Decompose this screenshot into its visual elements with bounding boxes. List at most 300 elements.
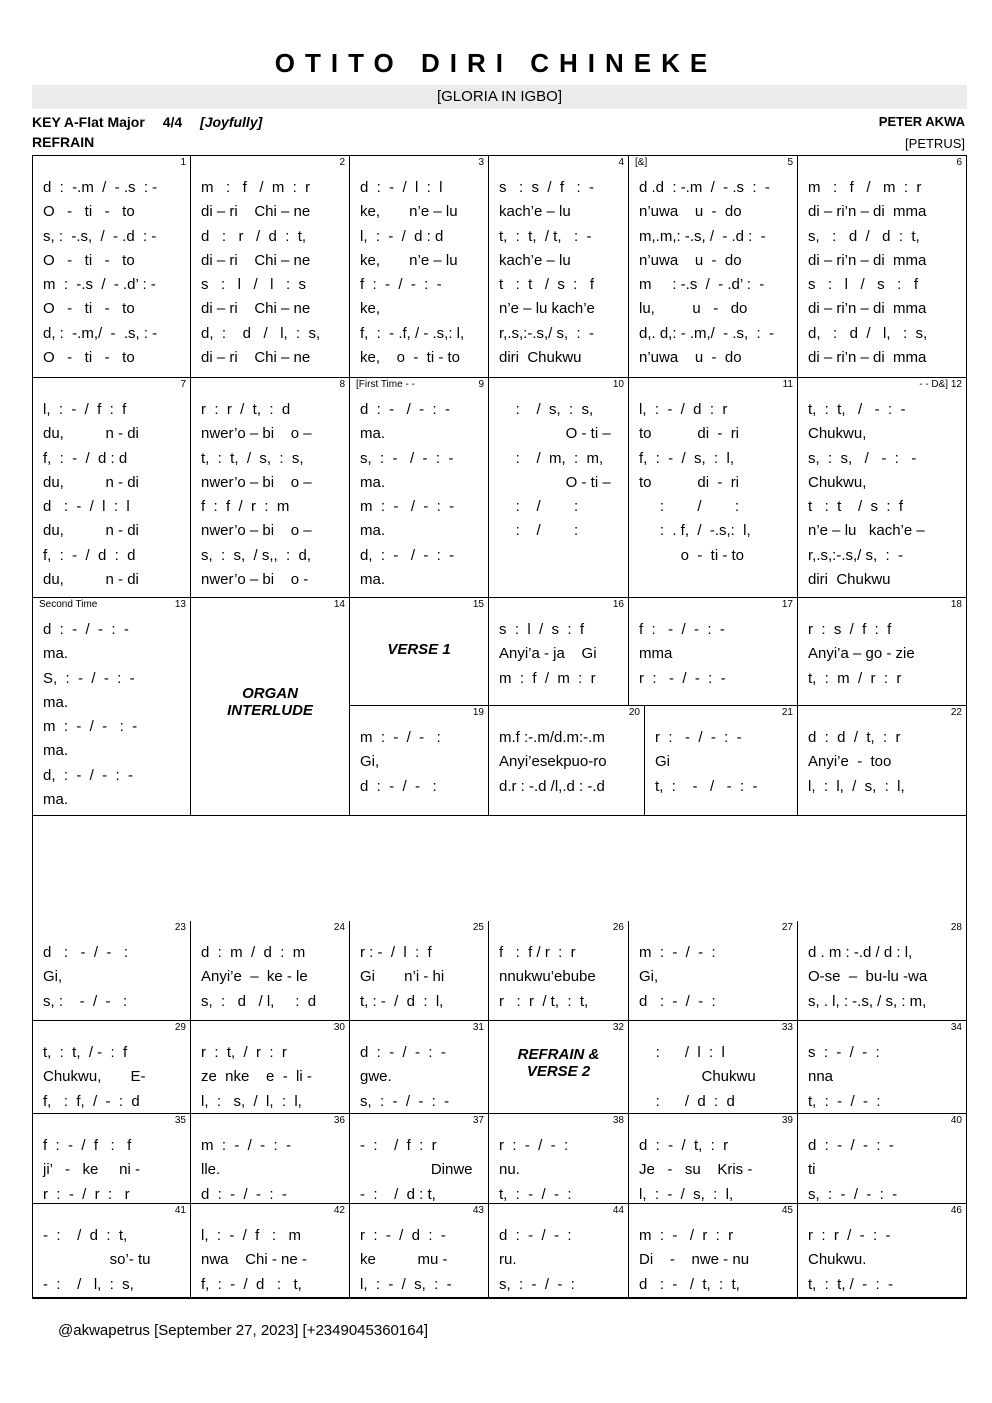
notation-line: - : / f : r [360,1137,437,1154]
notation-line: O - ti - to [43,300,135,318]
measure-number: 26 [612,922,624,933]
notation-line: m : - / - : - [43,718,138,736]
notation-line: Chukwu, [808,473,867,491]
notation-line: f : - / f : f [43,1137,132,1154]
notation-line: m : f / m : r [499,669,596,687]
notation-line: di – ri’n – di mma [808,349,927,367]
measure-cell [350,706,489,816]
notation-line: n’e – lu kach’e – [808,522,925,540]
notation-lines [360,398,454,592]
measure-cell [629,378,798,598]
notation-lines [639,941,716,1014]
notation-line: t, : t, / s, : s, [201,449,304,467]
notation-line: Anyi’a - ja Gi [499,645,597,663]
notation-line: d : - / l : l [43,498,130,516]
notation-line: lu, u - do [639,300,748,318]
notation-line: so’- tu [43,1251,151,1269]
notation-line: d .d : -.m / - .s : - [639,179,770,196]
measure-cell [489,706,645,816]
notation-line: Gi [655,753,670,771]
notation-line: r : r / t, : d [201,401,291,418]
notation-lines [499,618,597,691]
measure-number: 25 [472,922,484,933]
notation-line: o - ti - to [639,546,745,564]
notation-line: lle. [201,1161,221,1179]
measure-cell [645,706,798,816]
notation-line: ji’ - ke ni - [43,1161,140,1179]
notation-line: r : - / - : - [639,669,726,687]
notation-line: t, : - / - : [808,1092,881,1110]
notation-line: d.r : -.d /l,.d : -.d [499,777,605,795]
section-label: REFRAIN [32,134,95,150]
notation-lines [808,1224,893,1297]
section-label: VERSE 1 [387,641,451,658]
measure-number: 11 [782,379,793,390]
notation-line: ke, [360,300,381,318]
notation-lines [201,176,320,370]
measure-tag: [&] [635,157,648,168]
measure-cell [489,1114,629,1204]
measure-number: 44 [612,1205,624,1216]
notation-line: d : - / - : - [808,1137,894,1154]
measure-number: 21 [781,707,793,718]
notation-line: : / : [499,522,579,540]
notation-line: t, : - / d : l, [360,992,444,1010]
notation-line: s, : - / - : [499,1275,575,1293]
measure-number: 27 [781,922,793,933]
notation-line: m : - / r : r [639,1227,734,1244]
notation-lines [639,1134,752,1204]
notation-lines [639,618,726,691]
measure-cell [629,1298,798,1299]
measure-cell [489,156,629,378]
composer: PETER AKWA [878,114,965,129]
measure-cell [798,1204,967,1298]
measure-cell [489,1298,629,1299]
notation-line: f : f / r : m [201,498,290,516]
notation-line: O - ti - to [43,203,135,221]
notation-line: l, : - / d : r [639,401,728,418]
notation-lines [808,1134,897,1204]
measure-number: 14 [333,599,345,610]
notation-line: d : - / - : - [43,621,129,638]
notation-lines [808,941,927,1014]
notation-line: nwer’o – bi o – [201,425,312,443]
notation-line: S, : - / - : - [43,669,135,687]
notation-line: ma. [43,693,69,711]
measure-number: 4 [618,157,624,168]
notation-line: f, : - / s, : l, [639,449,735,467]
measure-number: 39 [781,1115,793,1126]
notation-lines [201,941,316,1014]
measure-number: 28 [950,922,962,933]
notation-line: s : - / - : [808,1044,880,1061]
measure-number: 41 [174,1205,186,1216]
measure-cell [798,706,967,816]
notation-line: ke, o - ti - to [360,349,461,367]
notation-lines [201,1041,312,1114]
notation-line: l, : - / s, : - [360,1275,452,1293]
notation-lines [360,1224,452,1297]
notation-line: di – ri Chi – ne [201,300,311,318]
measure-number: 42 [333,1205,345,1216]
notation-lines [499,398,611,544]
notation-line: di – ri Chi – ne [201,251,311,269]
notation-lines [43,1134,140,1204]
notation-lines [360,176,464,370]
notation-line: t, : t, / t, : - [499,227,592,245]
notation-line: d : - / - : [360,777,437,795]
notation-line: f, : - / d : t, [201,1275,302,1293]
measure-number: 31 [472,1022,484,1033]
measure-cell [191,1298,350,1299]
notation-line: s, . l, : -.s, / s, : m, [808,992,927,1010]
notation-line: n’e – lu kach’e [499,300,595,318]
notation-line: nwa Chi - ne - [201,1251,307,1269]
measure-cell [191,598,350,816]
notation-line: mma [639,645,673,663]
notation-lines [639,1041,756,1114]
measure-cell [350,598,489,706]
measure-number: 43 [472,1205,484,1216]
notation-line: d, : d / l, : s, [201,324,321,342]
notation-line: Dinwe [360,1161,473,1179]
notation-line: n’uwa u - do [639,349,742,367]
notation-line: r : - / - : - [655,729,742,746]
notation-line: nnukwu’ebube [499,968,596,986]
notation-line: d, : - / - : - [43,766,134,784]
notation-line: f, : - / d : d [43,546,136,564]
measure-cell [191,1021,350,1114]
notation-line: l, : l, / s, : l, [808,777,905,795]
notation-line: d : d / t, : r [808,729,901,746]
measure-cell [629,921,798,1021]
measure-number: 46 [950,1205,962,1216]
section-label: ORGAN INTERLUDE [227,685,313,719]
notation-lines [808,398,925,592]
measure-cell [350,156,489,378]
notation-line: Gi, [360,753,380,771]
notation-line: ti [808,1161,816,1179]
notation-line: du, n - di [43,425,139,443]
measure-number: 30 [333,1022,345,1033]
notation-line: s, : d / d : t, [808,227,920,245]
notation-line: n’uwa u - do [639,251,742,269]
notation-line: s : l / l : s [201,276,307,294]
measure-number: 8 [339,379,345,390]
notation-line: : / : [639,498,740,516]
notation-line: Anyi’esekpuo-ro [499,753,607,771]
notation-lines [499,1224,575,1297]
notation-line: r : - / - : [499,1137,569,1154]
measure-number: 37 [472,1115,484,1126]
notation-line: ma. [360,473,386,491]
measure-cell [33,598,191,816]
measure-cell [350,1298,489,1299]
notation-line: l, : - / d : d [360,227,444,245]
notation-line: t, : - / - : - [655,777,758,795]
measure-number: 29 [174,1022,186,1033]
measure-cell [191,1114,350,1204]
measure-cell [798,598,967,706]
notation-line: Anyi’a – go - zie [808,645,915,663]
notation-line: ma. [360,522,386,540]
notation-lines [808,176,927,370]
notation-line: du, n - di [43,522,139,540]
notation-line: m : -.s / - .d’ : - [43,276,156,294]
notation-line: m,.m,: -.s, / - .d : - [639,227,766,245]
measure-number: 19 [472,707,484,718]
notation-line: Gi n’i - hi [360,968,445,986]
notation-line: Chukwu. [808,1251,867,1269]
notation-line: f : - / - : - [639,621,725,638]
notation-lines [201,1224,307,1297]
measure-cell [798,921,967,1021]
notation-line: d : - / - : - [201,1185,287,1203]
measure-cell [489,1204,629,1298]
notation-line: ma. [360,571,386,589]
notation-line: Anyi’e - too [808,753,892,771]
notation-line: t : t / s : f [808,498,904,516]
notation-line: d,. d,: - .m,/ - .s, : - [639,324,775,342]
measure-number: 22 [950,707,962,718]
notation-line: ma. [360,425,386,443]
measure-number: 40 [950,1115,962,1126]
measure-cell [350,378,489,598]
notation-line: m : - / - : [360,729,441,746]
notation-line: s, : - / - : - [360,449,454,467]
notation-line: s, : s, / s,, : d, [201,546,312,564]
measure-cell [350,1204,489,1298]
measure-cell [33,1298,191,1299]
notation-line: n’uwa u - do [639,203,742,221]
notation-line: t, : m / r : r [808,669,902,687]
mood: [Joyfully] [200,114,263,130]
notation-line: di – ri’n – di mma [808,300,927,318]
notation-line: : / d : d [639,1092,735,1110]
measure-tag: Second Time [39,599,98,610]
section-label: REFRAIN & VERSE 2 [517,1045,600,1080]
notation-line: - : / d : t, [360,1185,436,1203]
notation-lines [360,1134,473,1204]
measure-number: 10 [612,379,624,390]
notation-lines [808,618,915,691]
notation-line: gwe. [360,1068,392,1086]
notation-lines [639,1224,749,1297]
notation-line: f, : f, / - : d [43,1092,140,1110]
measure-cell [33,156,191,378]
notation-line: l, : - / s, : l, [639,1185,734,1203]
measure-cell [191,921,350,1021]
measure-number: 3 [478,157,484,168]
notation-line: l, : s, / l, : l, [201,1092,302,1110]
notation-line: nna [808,1068,834,1086]
notation-lines [360,1041,449,1114]
notation-line: d : - / t, : r [639,1137,729,1154]
measure-number: 24 [333,922,345,933]
notation-lines [639,176,774,370]
notation-line: f : - / - : - [360,276,442,294]
notation-line: d : m / d : m [201,944,306,961]
notation-line: r : - / d : - [360,1227,446,1244]
notation-line: f, : - .f, / - .s,: l, [360,324,465,342]
notation-line: r : t, / r : r [201,1044,287,1061]
measure-cell [33,1021,191,1114]
notation-line: d : -.m / - .s : - [43,179,158,196]
notation-lines [43,618,137,812]
measure-number: 17 [781,599,793,610]
notation-line: m : - / - : [639,944,716,961]
measure-cell [629,1114,798,1204]
notation-line: t, : t, / - : - [808,1275,894,1293]
notation-lines [499,176,595,370]
page-title: OTITO DIRI CHINEKE [274,48,718,78]
notation-line: O - ti - to [43,251,135,269]
score-grid [32,155,967,1299]
measure-cell [629,598,798,706]
measure-number: 34 [950,1022,962,1033]
notation-line: O - ti – [499,425,611,443]
notation-line: d : r / d : t, [201,227,307,245]
notation-line: to di - ri [639,425,740,443]
measure-tag: [First Time - - [356,379,415,390]
notation-line: m.f :-.m/d.m:-.m [499,729,605,746]
measure-number: 18 [950,599,962,610]
notation-line: s, : s, / - : - [808,449,917,467]
notation-line: ma. [43,791,69,809]
notation-lines [360,941,444,1014]
notation-line: r : r / - : - [808,1227,891,1244]
notation-line: O-se – bu-lu -wa [808,968,928,986]
measure-cell [191,156,350,378]
notation-lines [201,1134,291,1204]
measure-cell [191,378,350,598]
notation-line: ma. [43,742,69,760]
notation-line: r : - / l : f [360,944,432,961]
measure-number: - - D&] 12 [919,379,962,390]
notation-line: d : - / - : - [360,1044,446,1061]
notation-line: t, : t, / - : f [43,1044,128,1061]
notation-line: diri Chukwu [808,571,891,589]
measure-number: 13 [174,599,186,610]
subtitle: [GLORIA IN IGBO] [32,85,967,109]
notation-line: di – ri’n – di mma [808,251,927,269]
notation-line: O - ti - to [43,349,135,367]
notation-line: : . f, / -.s,: l, [639,522,751,540]
notation-line: ke, n’e – lu [360,203,458,221]
notation-line: du, n - di [43,571,139,589]
notation-lines [43,1224,151,1297]
notation-line: r,.s,:-.s,/ s, : - [499,324,595,342]
measure-cell [33,921,191,1021]
notation-line: diri Chukwu [499,349,582,367]
notation-line: r : r / t, : t, [499,992,589,1010]
measure-number: 20 [628,707,640,718]
notation-line: nwer’o – bi o – [201,522,312,540]
notation-line: d : - / l : l [360,179,443,196]
notation-line: r : s / f : f [808,621,892,638]
notation-line: t, : - / - : [499,1185,572,1203]
measure-number: 5 [787,157,793,168]
notation-line: ke, n’e – lu [360,251,458,269]
notation-lines [43,1041,146,1114]
notation-line: l, : - / f : m [201,1227,302,1244]
notation-lines [808,726,905,799]
notation-line: t, : t, / - : - [808,401,906,418]
notation-line: d, : d / l, : s, [808,324,928,342]
measure-cell [350,1021,489,1114]
measure-cell [629,1021,798,1114]
measure-number: 2 [339,157,345,168]
notation-line: t : t / s : f [499,276,595,294]
measure-number: 32 [612,1022,624,1033]
notation-line: d . m : -.d / d : l, [808,944,913,961]
measure-cell [489,1021,629,1114]
measure-number: 36 [333,1115,345,1126]
notation-line: di – ri Chi – ne [201,203,311,221]
notation-line: - : / d : t, [43,1227,128,1244]
notation-line: d, : - / - : - [360,546,455,564]
notation-line: : / : [499,498,579,516]
measure-cell [33,1204,191,1298]
measure-number: 35 [174,1115,186,1126]
measure-number: 33 [781,1022,793,1033]
notation-line: nu. [499,1161,520,1179]
measure-cell [629,156,798,378]
notation-line: kach’e – lu [499,251,571,269]
notation-line: Di - nwe - nu [639,1251,750,1269]
notation-line: Chukwu, E- [43,1068,146,1086]
measure-number: 15 [472,599,484,610]
notation-line: Chukwu [639,1068,756,1086]
notation-lines [43,941,128,1014]
notation-line: kach’e – lu [499,203,571,221]
notation-line: ze nke e - li - [201,1068,312,1086]
notation-lines [499,726,607,799]
notation-lines [201,398,312,592]
measure-number: 16 [612,599,624,610]
notation-line: nwer’o – bi o – [201,473,312,491]
notation-line: ke mu - [360,1251,448,1269]
measure-cell [33,1114,191,1204]
notation-line: ma. [43,645,69,663]
notation-line: f, : - / d : d [43,449,128,467]
notation-line: r : - / r : r [43,1185,130,1203]
measure-cell [629,1204,798,1298]
footer-credit: @akwapetrus [September 27, 2023] [+2349045360164] [58,1322,429,1339]
measure-number: 9 [478,379,484,390]
measure-cell [798,1298,967,1299]
notation-line: di – ri’n – di mma [808,203,927,221]
measure-cell [798,1114,967,1204]
measure-cell [798,378,967,598]
notation-line: - : / l, : s, [43,1275,134,1293]
notation-lines [499,1134,572,1204]
measure-cell [191,1204,350,1298]
measure-cell [350,1114,489,1204]
notation-line: du, n - di [43,473,139,491]
notation-line: s : l / s : f [808,276,919,294]
notation-line: nwer’o – bi o - [201,571,309,589]
notation-lines [808,1041,881,1114]
key-signature-line [32,114,276,130]
notation-line: : / m, : m, [499,449,604,467]
notation-line: Gi, [43,968,63,986]
measure-number: 6 [956,157,962,168]
notation-lines [499,941,596,1014]
notation-line: Gi, [639,968,659,986]
notation-line: ru. [499,1251,517,1269]
